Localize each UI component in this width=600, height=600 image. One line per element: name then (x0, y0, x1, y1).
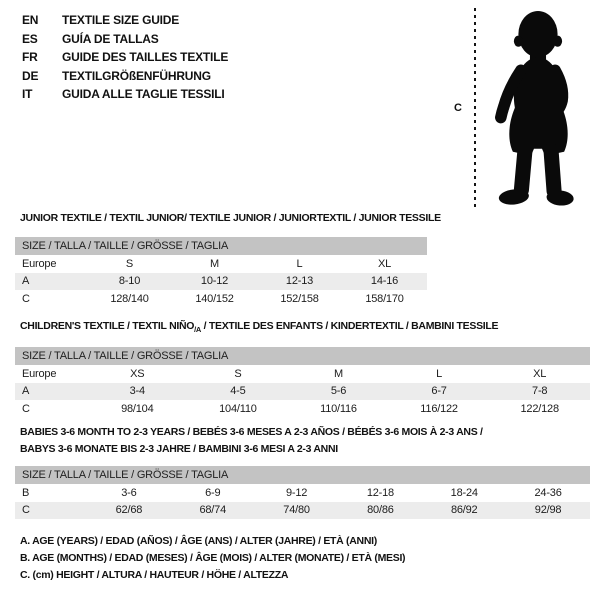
cell: 9-12 (285, 486, 308, 499)
title-suffix: / TEXTILE DES ENFANTS / KINDERTEXTIL / BAMBINI TESSILE (201, 320, 499, 332)
row-label: Europe (22, 367, 57, 380)
lang-row-fr (22, 48, 228, 67)
lang-code: IT (22, 87, 33, 101)
title-line-2: BABYS 3-6 MONATE BIS 2-3 JAHRE / BAMBINI 3-6 MESI A 2-3 ANNI (20, 442, 338, 455)
cell: M (210, 257, 219, 270)
cell: XL (377, 257, 392, 270)
legend-line-b: B. AGE (MONTHS) / EDAD (MESES) / ÂGE (MOIS) / ALTER (MONATE) / ETÀ (MESI) (20, 552, 406, 564)
cell: 18-24 (450, 486, 478, 499)
cell: 3-4 (87, 383, 188, 401)
cell: 68/74 (171, 502, 255, 520)
cell: S (125, 257, 134, 270)
title-prefix: CHILDREN'S TEXTILE / TEXTIL NIÑO (20, 320, 195, 332)
row-label: C (22, 292, 30, 305)
size-header-bar: SIZE / TALLA / TAILLE / GRÖSSE / TAGLIA (15, 237, 427, 255)
cell: 80/86 (338, 502, 422, 520)
table-row-age (15, 273, 427, 291)
cell: 152/158 (280, 292, 319, 305)
row-label: A (15, 273, 87, 291)
cell: 140/152 (195, 292, 234, 305)
section-title: JUNIOR TEXTILE / TEXTIL JUNIOR/ TEXTILE JUNIOR / JUNIORTEXTIL / JUNIOR TESSILE (20, 212, 441, 224)
cell: XL (533, 367, 547, 380)
table-row-age (15, 383, 590, 401)
table-row-height (15, 400, 590, 418)
cell: 24-36 (534, 486, 562, 499)
cell: 92/98 (506, 502, 590, 520)
lang-code: DE (22, 68, 39, 83)
section-title (15, 424, 590, 457)
cell: 10-12 (172, 273, 257, 291)
lang-label: TEXTILE SIZE GUIDE (62, 13, 180, 27)
cell: 8-10 (87, 273, 172, 291)
cell: 12-13 (257, 273, 342, 291)
cell: 6-9 (205, 486, 221, 499)
row-label: A (15, 383, 87, 401)
section-title (15, 320, 590, 334)
title-subscript: /A (194, 325, 202, 335)
lang-row-it (22, 85, 228, 104)
cell: 116/122 (420, 402, 458, 415)
section-junior-textile (15, 212, 441, 308)
cell: 14-16 (342, 273, 427, 291)
language-title-block (22, 11, 228, 104)
row-label: C (22, 402, 30, 415)
cell: S (234, 367, 242, 380)
cell: XS (130, 367, 145, 380)
cell: 104/110 (219, 402, 257, 415)
lang-code: ES (22, 31, 38, 46)
cell: 7-8 (489, 383, 590, 401)
lang-label: TEXTILGRÖßENFÜHRUNG (62, 68, 211, 83)
baby-figure (440, 0, 600, 212)
lang-row-en (22, 11, 228, 30)
cell: L (296, 257, 303, 270)
lang-code: FR (22, 50, 38, 64)
row-label: B (22, 486, 30, 499)
cell: 4-5 (188, 383, 289, 401)
lang-label: GUÍA DE TALLAS (62, 31, 159, 46)
cell: 6-7 (389, 383, 490, 401)
section-childrens-textile (15, 320, 590, 418)
row-label: C (15, 502, 87, 520)
cell: 62/68 (87, 502, 171, 520)
table-row-height (15, 502, 590, 520)
cell: L (436, 367, 443, 380)
lang-code: EN (22, 13, 39, 27)
cell: 98/104 (121, 402, 154, 415)
cell: 5-6 (288, 383, 389, 401)
height-measure-dashed-line (474, 8, 476, 207)
table-row-europe (15, 255, 427, 273)
cell: 110/116 (320, 402, 357, 415)
row-label: Europe (22, 257, 57, 270)
cell: 74/80 (255, 502, 339, 520)
junior-size-table (15, 237, 427, 308)
cell: 86/92 (422, 502, 506, 520)
legend-line-a: A. AGE (YEARS) / EDAD (AÑOS) / ÂGE (ANS) / ALTER (JAHRE) / ETÀ (ANNI) (20, 535, 377, 547)
lang-label: GUIDE DES TAILLES TEXTILE (62, 50, 229, 64)
size-header-bar: SIZE / TALLA / TAILLE / GRÖSSE / TAGLIA (15, 466, 590, 484)
table-row-months (15, 484, 590, 502)
babies-size-table (15, 466, 590, 519)
legend-line-c: C. (cm) HEIGHT / ALTURA / HAUTEUR / HÖHE / ALTEZZA (20, 569, 289, 581)
cell: 3-6 (121, 486, 137, 499)
measure-legend (20, 533, 405, 584)
section-babies-textile (15, 424, 590, 519)
cell: M (334, 367, 343, 380)
lang-row-de (22, 67, 228, 86)
cell: 12-18 (366, 486, 394, 499)
size-header-bar: SIZE / TALLA / TAILLE / GRÖSSE / TAGLIA (15, 347, 590, 365)
title-line-1: BABIES 3-6 MONTH TO 2-3 YEARS / BEBÉS 3-6 MESES A 2-3 AÑOS / BÉBÉS 3-6 MOIS À 2-3 ANS / (20, 426, 483, 438)
lang-label: GUIDA ALLE TAGLIE TESSILI (62, 87, 225, 101)
height-measure-label: C (454, 102, 462, 114)
baby-silhouette-icon (486, 8, 594, 207)
cell: 122/128 (520, 402, 559, 415)
children-size-table (15, 347, 590, 418)
lang-row-es (22, 30, 228, 49)
cell: 128/140 (110, 292, 149, 305)
cell: 158/170 (365, 292, 404, 305)
table-row-europe (15, 365, 590, 383)
table-row-height (15, 290, 427, 308)
